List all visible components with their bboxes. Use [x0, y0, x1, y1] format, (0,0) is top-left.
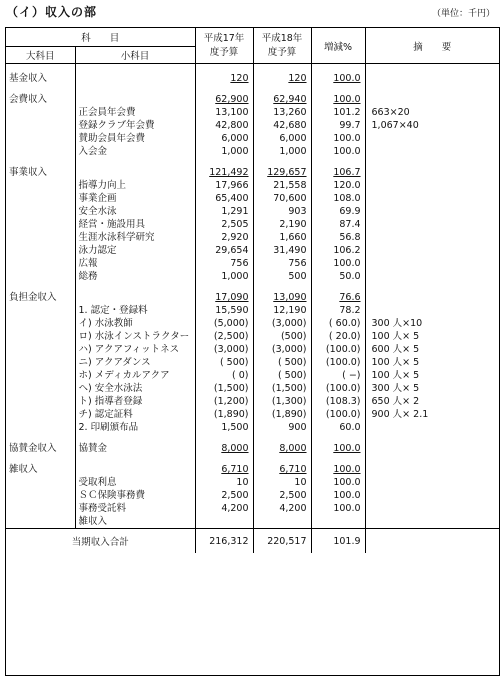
h17-value-cell: (3,000)	[195, 343, 253, 356]
underlined-value: 6,710	[279, 464, 307, 475]
h18-value-cell: (3,000)	[253, 317, 311, 330]
table-row	[6, 442, 499, 455]
change-cell	[311, 166, 365, 179]
subcategory-cell	[75, 72, 195, 85]
header-kamoku: 科 目	[6, 28, 195, 47]
remarks-cell	[365, 442, 499, 455]
h18-value-cell	[253, 291, 311, 304]
category-cell	[6, 304, 75, 317]
change-cell: 101.2	[311, 106, 365, 119]
h17-value-cell: 2,920	[195, 231, 253, 244]
h18-value-cell: (500)	[253, 330, 311, 343]
table-row	[6, 257, 499, 270]
subcategory-cell: 泳力認定	[75, 244, 195, 257]
h17-value-cell: ( 500)	[195, 356, 253, 369]
underlined-value: 13,090	[273, 292, 307, 303]
table-row	[6, 244, 499, 257]
h17-value-cell: 1,500	[195, 421, 253, 434]
remarks-cell	[365, 93, 499, 106]
header-shokamoku: 小科目	[75, 47, 195, 64]
h17-value-cell: 1,000	[195, 145, 253, 158]
change-cell: (100.0)	[311, 356, 365, 369]
h18-value-cell: (3,000)	[253, 343, 311, 356]
table-row	[6, 218, 499, 231]
category-cell	[6, 145, 75, 158]
unit-label: （単位：千円）	[431, 9, 495, 19]
change-cell: 120.0	[311, 179, 365, 192]
remarks-cell	[365, 257, 499, 270]
table-row	[6, 119, 499, 132]
table-row	[6, 231, 499, 244]
subcategory-cell: ハ) アクアフィットネス	[75, 343, 195, 356]
spacer-row	[6, 158, 499, 166]
change-cell: 100.0	[311, 257, 365, 270]
h17-value-cell	[195, 442, 253, 455]
category-cell	[6, 421, 75, 434]
h17-value-cell: 15,590	[195, 304, 253, 317]
remarks-cell	[365, 270, 499, 283]
remarks-cell	[365, 145, 499, 158]
change-cell: ( 20.0)	[311, 330, 365, 343]
change-cell: (100.0)	[311, 408, 365, 421]
table-row	[6, 515, 499, 529]
subcategory-cell	[75, 291, 195, 304]
subcategory-cell: 登録クラブ年会費	[75, 119, 195, 132]
subcategory-cell: イ) 水泳教師	[75, 317, 195, 330]
h17-value-cell: 29,654	[195, 244, 253, 257]
remarks-cell: 300 人×10	[371, 318, 423, 329]
underlined-value: 100.0	[333, 464, 361, 475]
h18-value-cell: (1,300)	[253, 395, 311, 408]
category-cell	[6, 330, 75, 343]
table-row	[6, 356, 499, 369]
h17-value-cell: 2,505	[195, 218, 253, 231]
h17-value-cell: 42,800	[195, 119, 253, 132]
remarks-cell: 650 人× 2	[371, 396, 420, 407]
h18-value-cell: 21,558	[253, 179, 311, 192]
subcategory-cell: 入会金	[75, 145, 195, 158]
category-cell	[6, 205, 75, 218]
category-cell	[6, 218, 75, 231]
change-cell: (108.3)	[311, 395, 365, 408]
total-label: 当期収入合計	[6, 529, 195, 554]
h17-value-cell: (2,500)	[195, 330, 253, 343]
table-row	[6, 395, 499, 408]
change-cell: 78.2	[311, 304, 365, 317]
remarks-cell	[365, 489, 499, 502]
h18-value-cell: 12,190	[253, 304, 311, 317]
h17-value-cell: 4,200	[195, 502, 253, 515]
total-h17: 216,312	[195, 529, 253, 554]
h18-value-cell: 2,500	[253, 489, 311, 502]
header-h18	[253, 28, 311, 64]
subcategory-cell: 経営・施設用具	[75, 218, 195, 231]
underlined-value: 76.6	[339, 292, 361, 303]
category-cell	[6, 502, 75, 515]
remarks-cell	[365, 515, 499, 529]
remarks-cell	[365, 502, 499, 515]
category-cell	[6, 356, 75, 369]
subcategory-cell: 指導力向上	[75, 179, 195, 192]
change-cell: 99.7	[311, 119, 365, 132]
h18-value-cell: 70,600	[253, 192, 311, 205]
category-cell: 事業収入	[6, 166, 75, 179]
h17-value-cell: 2,500	[195, 489, 253, 502]
h17-value-cell: 65,400	[195, 192, 253, 205]
h18-value-cell: ( 500)	[253, 369, 311, 382]
h17-value-cell: (5,000)	[195, 317, 253, 330]
remarks-cell	[365, 192, 499, 205]
remarks-cell: 300 人× 5	[371, 383, 420, 394]
h17-value-cell	[195, 463, 253, 476]
table-row	[6, 72, 499, 85]
h17-value-cell: 10	[195, 476, 253, 489]
remarks-cell: 1,067×40	[371, 120, 419, 131]
remarks-cell	[365, 72, 499, 85]
spacer-row	[6, 283, 499, 291]
table-row	[6, 93, 499, 106]
change-cell: 60.0	[311, 421, 365, 434]
subcategory-cell: 総務	[75, 270, 195, 283]
underlined-value: 100.0	[333, 73, 361, 84]
h18-value-cell	[253, 166, 311, 179]
remarks-cell	[365, 166, 499, 179]
category-cell: 負担金収入	[6, 291, 75, 304]
remarks-cell	[365, 244, 499, 257]
change-cell: ( −)	[311, 369, 365, 382]
subcategory-cell: 広報	[75, 257, 195, 270]
h17-value-cell	[195, 166, 253, 179]
remarks-cell: 900 人× 2.1	[371, 409, 429, 420]
table-row	[6, 132, 499, 145]
table-row	[6, 179, 499, 192]
spacer-row	[6, 434, 499, 442]
total-row	[6, 529, 499, 554]
income-table	[6, 28, 499, 553]
category-cell	[6, 119, 75, 132]
h17-value-cell: 756	[195, 257, 253, 270]
subcategory-cell: 雑収入	[75, 515, 195, 529]
h18-value-cell	[253, 93, 311, 106]
remarks-cell	[365, 231, 499, 244]
table-row	[6, 421, 499, 434]
h18-value-cell: 500	[253, 270, 311, 283]
h17-value-cell: 1,291	[195, 205, 253, 218]
change-cell: 100.0	[311, 132, 365, 145]
underlined-value: 100.0	[333, 94, 361, 105]
remarks-cell: 100 人× 5	[371, 370, 420, 381]
table-row	[6, 304, 499, 317]
category-cell	[6, 408, 75, 421]
total-h18: 220,517	[253, 529, 311, 554]
category-cell	[6, 132, 75, 145]
category-cell	[6, 257, 75, 270]
h18-value-cell: 42,680	[253, 119, 311, 132]
subcategory-cell: 安全水泳	[75, 205, 195, 218]
subcategory-cell: ニ) アクアダンス	[75, 356, 195, 369]
table-row	[6, 408, 499, 421]
table-row	[6, 489, 499, 502]
subcategory-cell	[75, 166, 195, 179]
header-h17-text: 平成17年度予算	[203, 32, 245, 58]
remarks-cell	[365, 304, 499, 317]
remarks-cell	[365, 218, 499, 231]
table-body	[6, 64, 499, 529]
remarks-cell	[365, 463, 499, 476]
header-daikamoku: 大科目	[6, 47, 75, 64]
table-row	[6, 330, 499, 343]
category-cell	[6, 231, 75, 244]
h18-value-cell: 13,260	[253, 106, 311, 119]
change-cell: 100.0	[311, 145, 365, 158]
change-cell	[311, 93, 365, 106]
header-remarks: 摘 要	[365, 28, 499, 64]
change-cell: 56.8	[311, 231, 365, 244]
spacer-row	[6, 85, 499, 93]
change-cell: 69.9	[311, 205, 365, 218]
underlined-value: 17,090	[215, 292, 249, 303]
remarks-cell: 100 人× 5	[371, 357, 420, 368]
change-cell: (100.0)	[311, 343, 365, 356]
table-row	[6, 463, 499, 476]
spacer-row	[6, 455, 499, 463]
change-cell: 87.4	[311, 218, 365, 231]
category-cell	[6, 317, 75, 330]
category-cell	[6, 106, 75, 119]
underlined-value: 129,657	[267, 167, 307, 178]
underlined-value: 8,000	[279, 443, 307, 454]
table-row	[6, 476, 499, 489]
table-row	[6, 205, 499, 218]
category-cell	[6, 179, 75, 192]
h17-value-cell	[195, 93, 253, 106]
h17-value-cell	[195, 515, 253, 529]
h18-value-cell: 900	[253, 421, 311, 434]
header-change: 増減%	[311, 28, 365, 64]
category-cell	[6, 382, 75, 395]
h18-value-cell: (1,500)	[253, 382, 311, 395]
h17-value-cell: ( 0)	[195, 369, 253, 382]
remarks-cell: 600 人× 5	[371, 344, 420, 355]
category-cell: 雑収入	[6, 463, 75, 476]
category-cell	[6, 244, 75, 257]
underlined-value: 62,900	[215, 94, 249, 105]
subcategory-cell	[75, 463, 195, 476]
subcategory-cell: ト) 指導者登録	[75, 395, 195, 408]
remarks-cell	[365, 476, 499, 489]
subcategory-cell: 受取利息	[75, 476, 195, 489]
h18-value-cell: ( 500)	[253, 356, 311, 369]
header-h18-text: 平成18年度予算	[261, 32, 303, 58]
h18-value-cell: 1,660	[253, 231, 311, 244]
h18-value-cell: 31,490	[253, 244, 311, 257]
h18-value-cell: 756	[253, 257, 311, 270]
change-cell	[311, 463, 365, 476]
remarks-cell	[365, 132, 499, 145]
table-row	[6, 343, 499, 356]
remarks-cell	[365, 421, 499, 434]
category-cell	[6, 515, 75, 529]
table-row	[6, 192, 499, 205]
remarks-cell: 663×20	[371, 107, 410, 118]
table-row	[6, 166, 499, 179]
h18-value-cell	[253, 442, 311, 455]
category-cell	[6, 343, 75, 356]
subcategory-cell	[75, 93, 195, 106]
category-cell	[6, 192, 75, 205]
underlined-value: 100.0	[333, 443, 361, 454]
underlined-value: 121,492	[209, 167, 249, 178]
h17-value-cell: 17,966	[195, 179, 253, 192]
remarks-cell	[365, 179, 499, 192]
category-cell: 会費収入	[6, 93, 75, 106]
h18-value-cell: 2,190	[253, 218, 311, 231]
page-title: （イ）収入の部	[6, 5, 98, 19]
h17-value-cell: (1,200)	[195, 395, 253, 408]
income-table-frame	[5, 27, 500, 676]
table-row	[6, 502, 499, 515]
h18-value-cell: (1,890)	[253, 408, 311, 421]
change-cell: 108.0	[311, 192, 365, 205]
category-cell	[6, 395, 75, 408]
category-cell	[6, 476, 75, 489]
h17-value-cell: 13,100	[195, 106, 253, 119]
table-row	[6, 291, 499, 304]
remarks-cell: 100 人× 5	[371, 331, 420, 342]
underlined-value: 6,710	[221, 464, 249, 475]
underlined-value: 62,940	[273, 94, 307, 105]
underlined-value: 120	[288, 73, 307, 84]
change-cell: 106.2	[311, 244, 365, 257]
subcategory-cell: 2. 印刷頒布品	[75, 421, 195, 434]
h17-value-cell	[195, 291, 253, 304]
table-row	[6, 317, 499, 330]
underlined-value: 120	[230, 73, 249, 84]
table-row	[6, 369, 499, 382]
h18-value-cell: 4,200	[253, 502, 311, 515]
h17-value-cell: (1,890)	[195, 408, 253, 421]
h17-value-cell: 6,000	[195, 132, 253, 145]
header-h17	[195, 28, 253, 64]
change-cell: (100.0)	[311, 382, 365, 395]
subcategory-cell: 賛助会員年会費	[75, 132, 195, 145]
total-remarks	[365, 529, 499, 554]
h17-value-cell: (1,500)	[195, 382, 253, 395]
table-row	[6, 145, 499, 158]
category-cell: 協賛金収入	[6, 442, 75, 455]
change-cell: 100.0	[311, 476, 365, 489]
subcategory-cell: 生涯水泳科学研究	[75, 231, 195, 244]
category-cell	[6, 369, 75, 382]
subcategory-cell: 1. 認定・登録料	[75, 304, 195, 317]
category-cell	[6, 270, 75, 283]
table-row	[6, 270, 499, 283]
h18-value-cell: 6,000	[253, 132, 311, 145]
category-cell: 基金収入	[6, 72, 75, 85]
h18-value-cell: 903	[253, 205, 311, 218]
change-cell	[311, 442, 365, 455]
subcategory-cell: 協賛金	[75, 442, 195, 455]
h18-value-cell	[253, 515, 311, 529]
change-cell: 100.0	[311, 489, 365, 502]
change-cell	[311, 515, 365, 529]
change-cell	[311, 72, 365, 85]
subcategory-cell: ヘ) 安全水泳法	[75, 382, 195, 395]
underlined-value: 106.7	[333, 167, 361, 178]
subcategory-cell: ＳＣ保険事務費	[75, 489, 195, 502]
subcategory-cell: ロ) 水泳インストラクター	[75, 330, 195, 343]
category-cell	[6, 489, 75, 502]
h18-value-cell	[253, 463, 311, 476]
h17-value-cell: 1,000	[195, 270, 253, 283]
table-row	[6, 382, 499, 395]
subcategory-cell: チ) 認定証料	[75, 408, 195, 421]
remarks-cell	[365, 291, 499, 304]
h18-value-cell: 1,000	[253, 145, 311, 158]
h18-value-cell: 10	[253, 476, 311, 489]
change-cell	[311, 291, 365, 304]
total-change: 101.9	[311, 529, 365, 554]
change-cell: 50.0	[311, 270, 365, 283]
subcategory-cell: 事業企画	[75, 192, 195, 205]
h18-value-cell	[253, 72, 311, 85]
table-row	[6, 106, 499, 119]
subcategory-cell: 正会員年会費	[75, 106, 195, 119]
remarks-cell	[365, 205, 499, 218]
underlined-value: 8,000	[221, 443, 249, 454]
h17-value-cell	[195, 72, 253, 85]
change-cell: 100.0	[311, 502, 365, 515]
subcategory-cell: 事務受託料	[75, 502, 195, 515]
change-cell: ( 60.0)	[311, 317, 365, 330]
subcategory-cell: ホ) メディカルアクア	[75, 369, 195, 382]
